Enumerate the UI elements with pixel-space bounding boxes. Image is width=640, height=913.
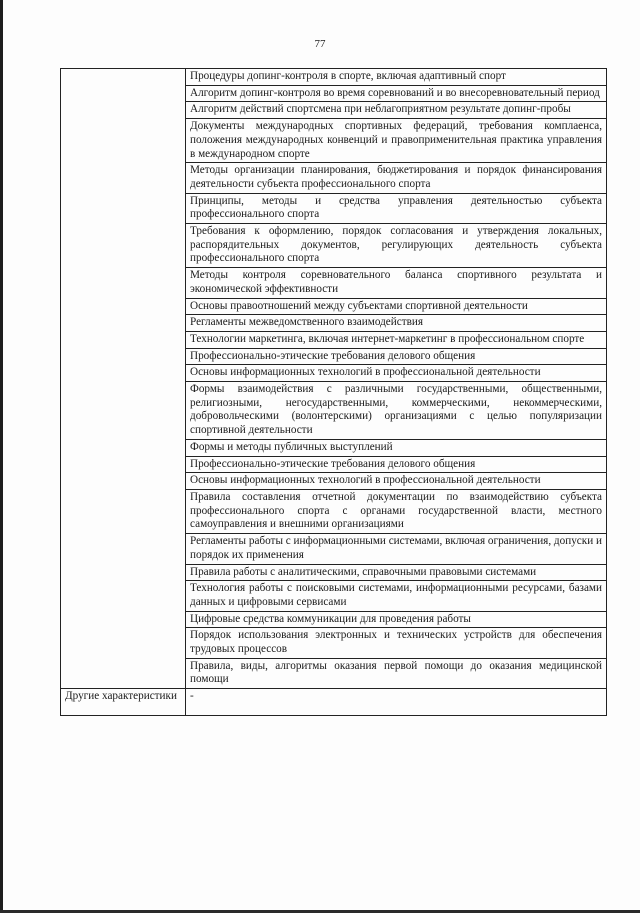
- table-cell: [186, 331, 607, 348]
- cell-text: Технологии маркетинга, включая интернет-маркетинг в профессиональном спорте: [190, 332, 585, 345]
- table-cell: [186, 581, 607, 611]
- cell-text: Правила работы с аналитическими, справочными правовыми системами: [190, 565, 537, 578]
- table-cell: [186, 611, 607, 628]
- table-cell: [186, 315, 607, 332]
- knowledge-table: [60, 68, 607, 716]
- cell-text: Правила, виды, алгоритмы оказания первой помощи до оказания медицинской помощи: [190, 659, 602, 686]
- cell-text: Формы взаимодействия с различными государственными, общественными, религиозными, негосударственными, коммерческими, некоммерческими, добровольческими (волонтерскими) организациями с целью популяризации спортивной деятельности: [190, 383, 602, 437]
- table-cell: [186, 564, 607, 581]
- table-cell: [186, 193, 607, 223]
- other-characteristics-value: -: [186, 689, 607, 716]
- table-cell: [186, 69, 607, 86]
- cell-text: Профессионально-этические требования делового общения: [190, 457, 476, 470]
- table-cell: [186, 348, 607, 365]
- table-cell: [186, 298, 607, 315]
- table-cell: [186, 473, 607, 490]
- table-cell: [186, 119, 607, 163]
- cell-text: Правила составления отчетной документации по взаимодействию субъекта профессионального спорта с органами государственной власти, местного самоуправления и внешними организациями: [190, 490, 602, 531]
- page-number: 77: [314, 38, 326, 50]
- cell-text: Технология работы с поисковыми системами, информационными ресурсами, базами данных и цифровыми сервисами: [190, 582, 602, 608]
- table-cell: [186, 163, 607, 193]
- table-row: [61, 69, 607, 86]
- table-cell: [186, 658, 607, 688]
- cell-text: Цифровые средства коммуникации для проведения работы: [190, 612, 471, 625]
- cell-text: Формы и методы публичных выступлений: [190, 440, 393, 453]
- cell-text: Регламенты работы с информационными системами, включая ограничения, допуски и порядок их применения: [190, 535, 602, 561]
- cell-text: Алгоритм допинг-контроля во время соревнований и во внесоревновательный период: [190, 86, 600, 99]
- table-cell: [186, 382, 607, 440]
- cell-text: Порядок использования электронных и технических устройств для обеспечения трудовых процессов: [190, 629, 602, 656]
- table-row-other: [61, 689, 607, 716]
- cell-text: Основы правоотношений между субъектами спортивной деятельности: [190, 299, 528, 312]
- cell-text: Регламенты межведомственного взаимодействия: [190, 316, 424, 329]
- scan-edge-left: [0, 0, 3, 913]
- label-cell-empty: [61, 69, 186, 689]
- table-cell: [186, 456, 607, 473]
- cell-text: Процедуры допинг-контроля в спорте, включая адаптивный спорт: [190, 70, 506, 82]
- other-characteristics-label: Другие характеристики: [61, 689, 186, 716]
- cell-text: Алгоритм действий спортсмена при неблагоприятном результате допинг-пробы: [190, 103, 571, 116]
- table-cell: [186, 628, 607, 658]
- cell-text: Методы контроля соревновательного баланса спортивного результата и экономической эффективности: [190, 269, 602, 295]
- table-cell: [186, 224, 607, 268]
- table-cell: [186, 534, 607, 564]
- cell-text: Основы информационных технологий в профессиональной деятельности: [190, 366, 541, 379]
- cell-text: Документы международных спортивных федераций, требования комплаенса, положения международных конвенций и правоприменительная практика управления в международном спорте: [190, 120, 602, 160]
- table-cell: [186, 489, 607, 533]
- table-cell: [186, 268, 607, 298]
- cell-text: Основы информационных технологий в профессиональной деятельности: [190, 474, 541, 487]
- table-cell: [186, 102, 607, 119]
- cell-text: Профессионально-этические требования делового общения: [190, 349, 476, 362]
- table-cell: [186, 439, 607, 456]
- cell-text: Принципы, методы и средства управления деятельностью субъекта профессионального спорта: [190, 194, 602, 221]
- table-cell: [186, 365, 607, 382]
- cell-text: Методы организации планирования, бюджетирования и порядок финансирования деятельности субъекта профессионального спорта: [190, 164, 602, 190]
- cell-text: Требования к оформлению, порядок согласования и утверждения локальных, распорядительных документов, регулирующих деятельность субъекта профессионального спорта: [190, 225, 602, 265]
- table-cell: [186, 85, 607, 102]
